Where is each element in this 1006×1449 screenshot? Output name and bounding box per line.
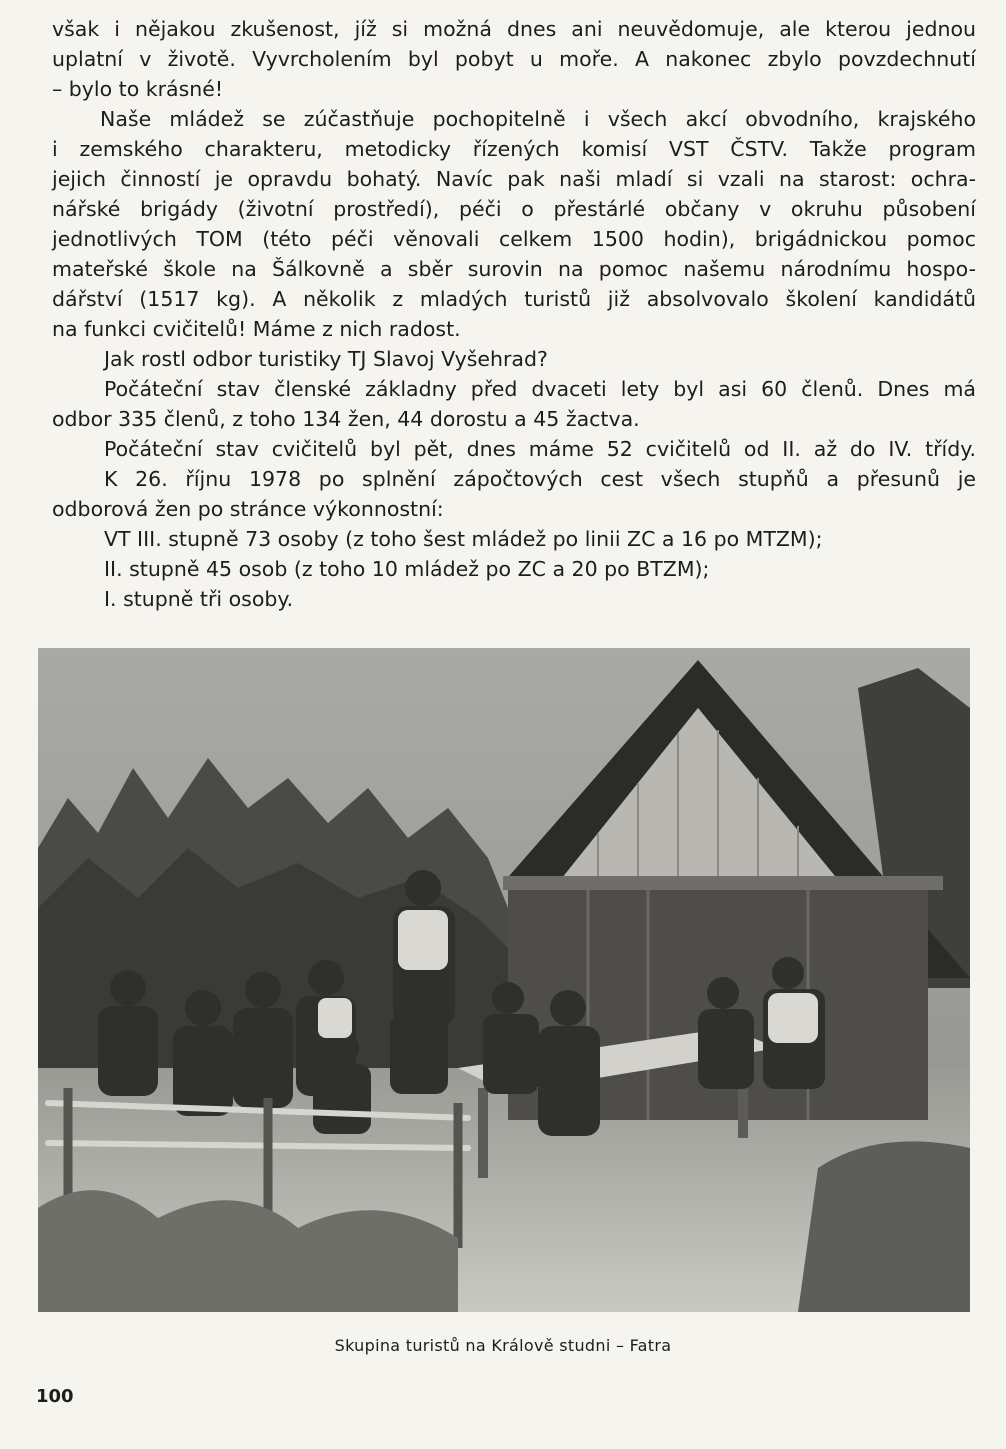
text-line: K 26. říjnu 1978 po splnění zápočtových cest všech stupňů a přesunů je (104, 467, 976, 491)
text-line: odbor 335 členů, z toho 134 žen, 44 dorostu a 45 žactva. (52, 407, 640, 431)
page-number: 100 (36, 1386, 74, 1407)
text-line: odborová žen po stránce výkonnostní: (52, 497, 444, 521)
text-line: i zemského charakteru, metodicky řízených komisí VST ČSTV. Takže program (52, 137, 976, 161)
text-line: však i nějakou zkušenost, jíž si možná dnes ani neuvědomuje, ale kterou jednou (52, 17, 976, 41)
photo-illustration (38, 648, 970, 1312)
text-line: Počáteční stav členské základny před dvaceti lety byl asi 60 členů. Dnes má (104, 377, 976, 401)
photograph (38, 648, 970, 1312)
text-line: mateřské škole na Šálkovně a sběr surovin na pomoc našemu národnímu hospo- (52, 257, 976, 281)
body-text (52, 14, 976, 614)
photo-caption: Skupina turistů na Králově studni – Fatra (334, 1336, 672, 1355)
text-line: nářské brigády (životní prostředí), péči o přestárlé občany v okruhu působení (52, 197, 976, 221)
text-line: na funkci cvičitelů! Máme z nich radost. (52, 317, 461, 341)
text-line: jednotlivých TOM (této péči věnovali celkem 1500 hodin), brigádnickou pomoc (52, 227, 976, 251)
text-line: jejich činností je opravdu bohatý. Navíc pak naši mladí si vzali na starost: ochra- (52, 167, 976, 191)
text-line: Naše mládež se zúčastňuje pochopitelně i všech akcí obvodního, krajského (100, 107, 976, 131)
text-line: I. stupně tři osoby. (104, 587, 294, 611)
text-line: – bylo to krásné! (52, 77, 224, 101)
text-line: II. stupně 45 osob (z toho 10 mládež po ZC a 20 po BTZM); (104, 557, 710, 581)
text-line: VT III. stupně 73 osoby (z toho šest mládež po linii ZC a 16 po MTZM); (104, 527, 823, 551)
text-line: Počáteční stav cvičitelů byl pět, dnes máme 52 cvičitelů od II. až do IV. třídy. (104, 437, 976, 461)
text-line: Jak rostl odbor turistiky TJ Slavoj Vyšehrad? (104, 347, 548, 371)
text-line: dářství (1517 kg). A několik z mladých turistů již absolvovalo školení kandidátů (52, 287, 976, 311)
text-line: uplatní v životě. Vyvrcholením byl pobyt u moře. A nakonec zbylo povzdechnutí (52, 47, 976, 71)
